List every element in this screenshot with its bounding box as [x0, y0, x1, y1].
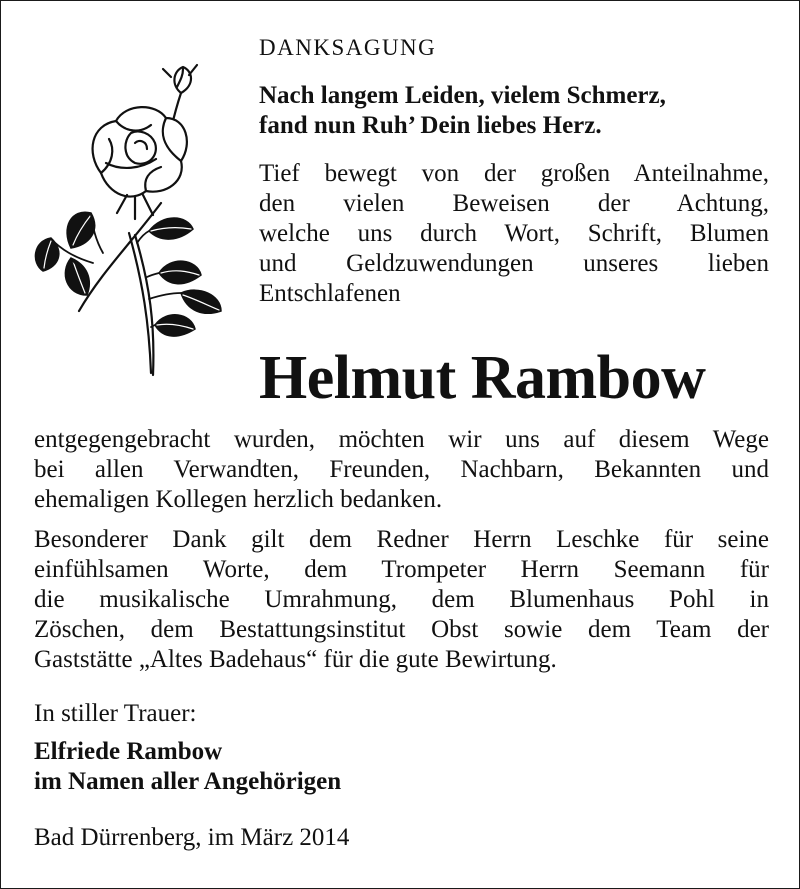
- motto-verse: [259, 81, 779, 141]
- deceased-name: Helmut Rambow: [259, 344, 706, 412]
- thanks-paragraph: [34, 425, 769, 515]
- special-thanks-paragraph: [34, 525, 769, 675]
- paragraph-line: ehemaligen Kollegen herzlich bedanken.: [34, 486, 443, 513]
- paragraph-line: die musikalische Umrahmung, dem Blumenhaus Pohl in: [34, 586, 769, 613]
- motto-line: fand nun Ruh’ Dein liebes Herz.: [259, 112, 602, 139]
- signer-subtitle: im Namen aller Angehörigen: [34, 768, 342, 795]
- signers-block: [34, 737, 341, 797]
- paragraph-line: Gaststätte „Altes Badehaus“ für die gute Bewirtung.: [34, 646, 557, 673]
- rose-icon: [31, 63, 227, 381]
- motto-line: Nach langem Leiden, vielem Schmerz,: [259, 82, 666, 109]
- paragraph-line: Zöschen, dem Bestattungsinstitut Obst sowie dem Team der: [34, 616, 769, 643]
- paragraph-line: entgegengebracht wurden, möchten wir uns auf diesem Wege: [34, 426, 769, 453]
- paragraph-line: Besonderer Dank gilt dem Redner Herrn Leschke für seine: [34, 526, 769, 553]
- place-date: Bad Dürrenberg, im März 2014: [34, 824, 350, 851]
- paragraph-line: bei allen Verwandten, Freunden, Nachbarn, Bekannten und: [34, 456, 769, 483]
- mourning-line: In stiller Trauer:: [34, 700, 197, 727]
- intro-line: Tief bewegt von der großen Anteilnahme,: [259, 160, 769, 187]
- intro-line: den vielen Beweisen der Achtung,: [259, 190, 769, 217]
- notice-heading: DANKSAGUNG: [259, 35, 437, 60]
- signer-name: Elfriede Rambow: [34, 738, 223, 765]
- intro-paragraph: [259, 159, 769, 309]
- intro-line: Entschlafenen: [259, 280, 401, 307]
- intro-line: welche uns durch Wort, Schrift, Blumen: [259, 220, 769, 247]
- intro-line: und Geldzuwendungen unseres lieben: [259, 250, 769, 277]
- paragraph-line: einfühlsamen Worte, dem Trompeter Herrn Seemann für: [34, 556, 769, 583]
